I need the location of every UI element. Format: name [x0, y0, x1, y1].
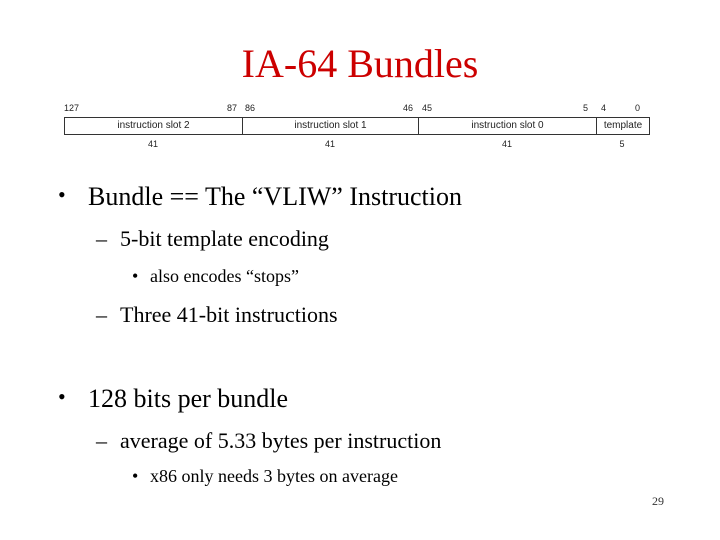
- bullet-text: Three 41-bit instructions: [120, 302, 338, 327]
- bullet-text: 5-bit template encoding: [120, 226, 329, 251]
- bit-number-86: 86: [245, 103, 256, 113]
- bullet-text: average of 5.33 bytes per instruction: [120, 428, 442, 453]
- bullet-marker: •: [58, 182, 66, 207]
- bit-number-5: 5: [583, 103, 589, 113]
- bullet-marker: •: [58, 384, 66, 409]
- width-label-slot-2: 41: [147, 139, 158, 149]
- bullet-marker: •: [132, 266, 139, 286]
- dash-marker: –: [96, 302, 107, 327]
- bit-number-46: 46: [403, 103, 414, 113]
- field-instruction-slot-0: instruction slot 0: [419, 118, 597, 134]
- page-number: 29: [652, 494, 664, 508]
- bundle-fields: [64, 117, 650, 135]
- dash-marker: –: [96, 428, 107, 453]
- width-label-slot-0: 41: [501, 139, 512, 149]
- bullet-marker: •: [132, 466, 139, 486]
- bit-number-0: 0: [635, 103, 641, 113]
- bullet-text: x86 only needs 3 bytes on average: [150, 466, 398, 486]
- bit-number-87: 87: [227, 103, 238, 113]
- bit-number-4: 4: [601, 103, 607, 113]
- width-label-slot-1: 41: [324, 139, 335, 149]
- field-instruction-slot-1: instruction slot 1: [243, 118, 419, 134]
- bullet-text: 128 bits per bundle: [88, 384, 289, 413]
- bullet-text: also encodes “stops”: [150, 266, 299, 286]
- bundle-format-diagram: [56, 100, 656, 152]
- dash-marker: –: [96, 226, 107, 251]
- bit-number-127: 127: [64, 103, 80, 113]
- bullet-text: Bundle == The “VLIW” Instruction: [88, 182, 462, 211]
- width-label-template: 5: [619, 139, 625, 149]
- slide-title: IA-64 Bundles: [241, 41, 479, 86]
- field-template: template: [603, 120, 643, 131]
- bit-number-45: 45: [422, 103, 433, 113]
- field-instruction-slot-2: instruction slot 2: [65, 118, 243, 134]
